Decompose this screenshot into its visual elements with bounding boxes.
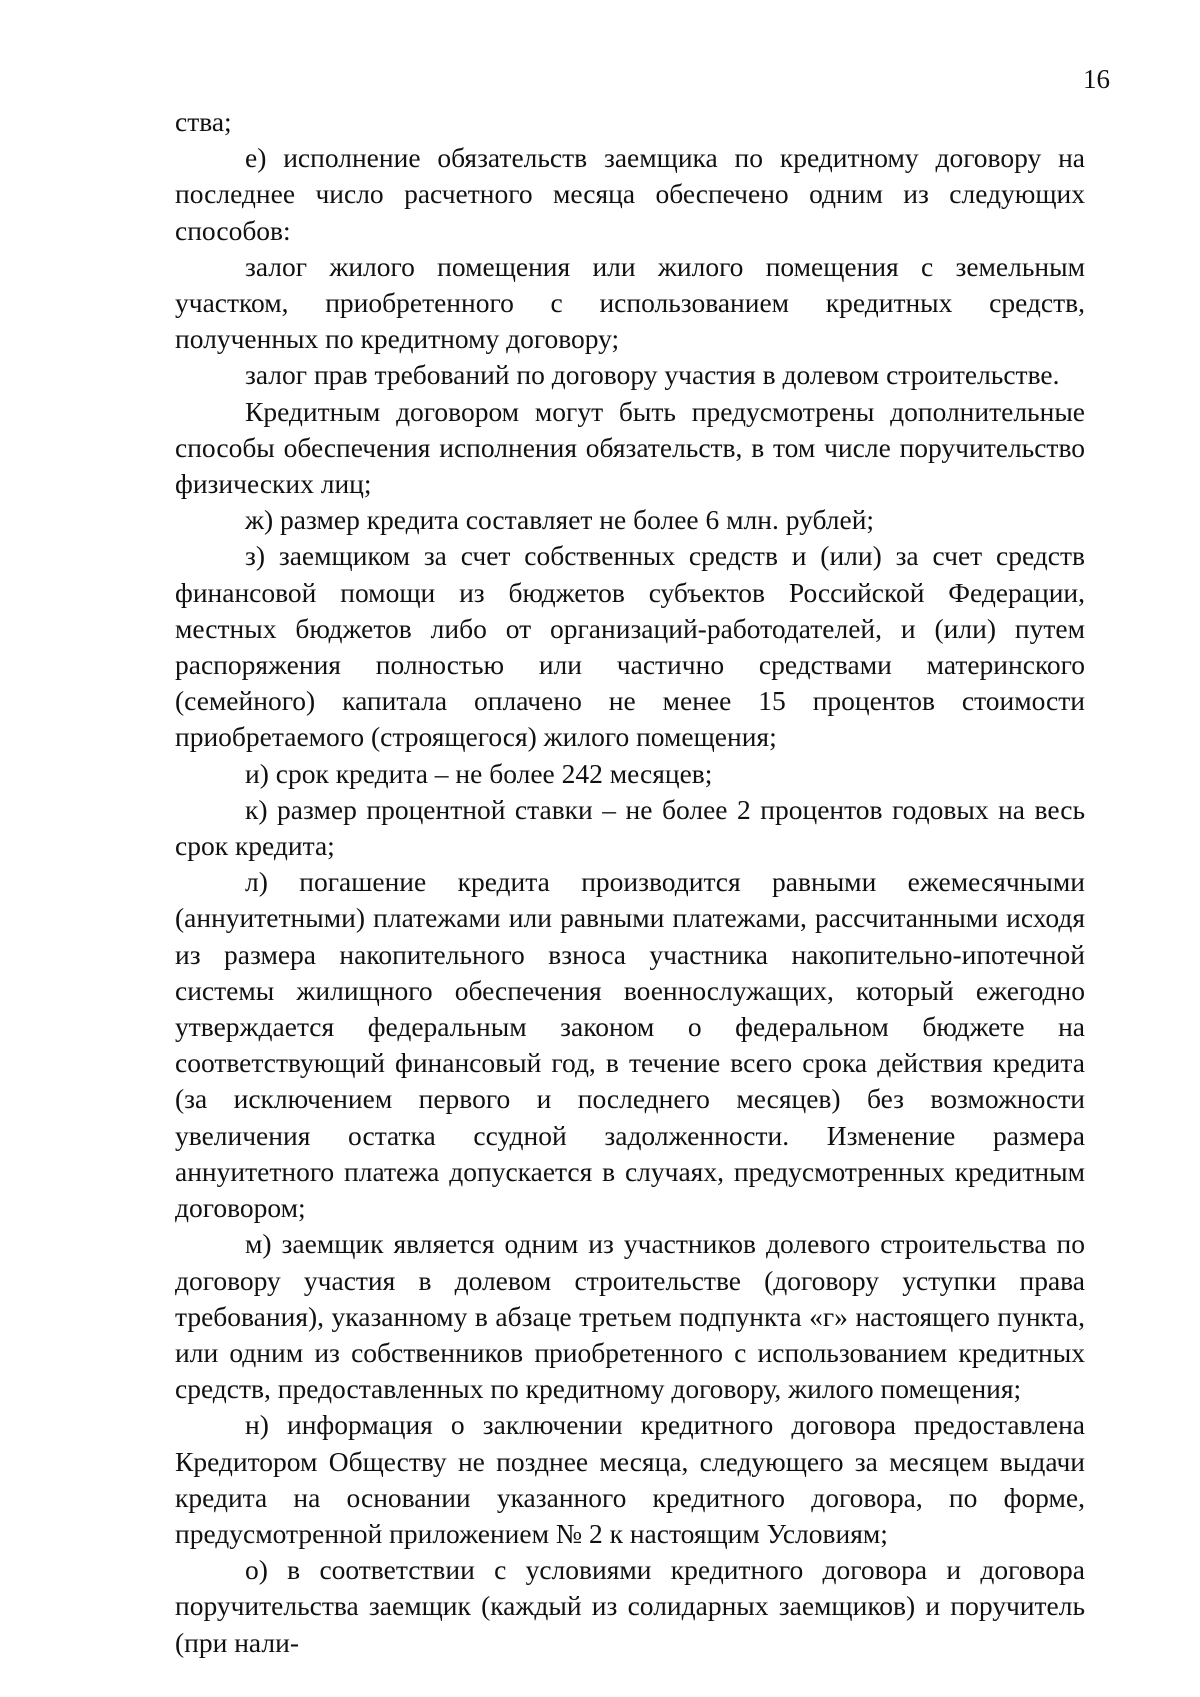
paragraph-m: м) заемщик является одним из участников долевого строительства по договору участия в долевом строительстве (договору уступки права требования), указанному в абзаце третьем подпункта «г» настоящего пункта, или одним из собственников приобретенного с использованием кредитных средств, предоставленных по кредитному договору, жилого помещения;	[175, 1228, 1085, 1405]
paragraph-e-pledge-dwelling: залог жилого помещения или жилого помещения с земельным участком, приобретенного с использованием кредитных средств, полученных по кредитному договору;	[175, 250, 1085, 355]
paragraph-l: л) погашение кредита производится равными ежемесячными (аннуитетными) платежами или равными платежами, рассчитанными исходя из размера накопительного взноса участника накопительно-ипотечной системы жилищного обеспечения военнослужащих, который ежегодно утверждается федеральным законом о федеральном бюджете на соответствующий финансовый год, в течение всего срока действия кредита (за исключением первого и последнего месяцев) без возможности увеличения остатка ссудной задолженности. Изменение размера аннуитетного платежа допускается в случаях, предусмотренных кредитным договором;	[175, 866, 1085, 1224]
paragraph-zh: ж) размер кредита составляет не более 6 млн. рублей;	[245, 504, 875, 536]
paragraph-k: к) размер процентной ставки – не более 2 процентов годовых на весь срок кредита;	[175, 793, 1085, 862]
paragraph-z: з) заемщиком за счет собственных средств и (или) за счет средств финансовой помощи из бюджетов субъектов Российской Федерации, местных бюджетов либо от организаций-работодателей, и (или) путем распоряжения полностью или частично средствами материнского (семейного) капитала оплачено не менее 15 процентов стоимости приобретаемого (строящегося) жилого помещения;	[175, 540, 1085, 753]
paragraph-n: н) информация о заключении кредитного договора предоставлена Кредитором Обществу не позднее месяца, следующего за месяцем выдачи кредита на основании указанного кредитного договора, по форме, предусмотренной приложением № 2 к настоящим Условиям;	[175, 1409, 1085, 1549]
paragraph-e-additional-security: Кредитным договором могут быть предусмотрены дополнительные способы обеспечения исполнения обязательств, в том числе поручительство физических лиц;	[175, 395, 1085, 500]
page-number: 16	[1083, 64, 1110, 94]
paragraph-o: о) в соответствии с условиями кредитного договора и договора поручительства заемщик (каждый из солидарных заемщиков) и поручитель (при нали-	[175, 1554, 1085, 1658]
paragraph-e: е) исполнение обязательств заемщика по кредитному договору на последнее число расчетного месяца обеспечено одним из следующих способов:	[175, 142, 1085, 246]
paragraph-e-pledge-rights: залог прав требований по договору участия в долевом строительстве.	[245, 359, 1060, 391]
document-body	[175, 104, 1085, 1661]
paragraph-continuation: ства;	[175, 106, 232, 137]
paragraph-i: и) срок кредита – не более 242 месяцев;	[245, 757, 713, 789]
